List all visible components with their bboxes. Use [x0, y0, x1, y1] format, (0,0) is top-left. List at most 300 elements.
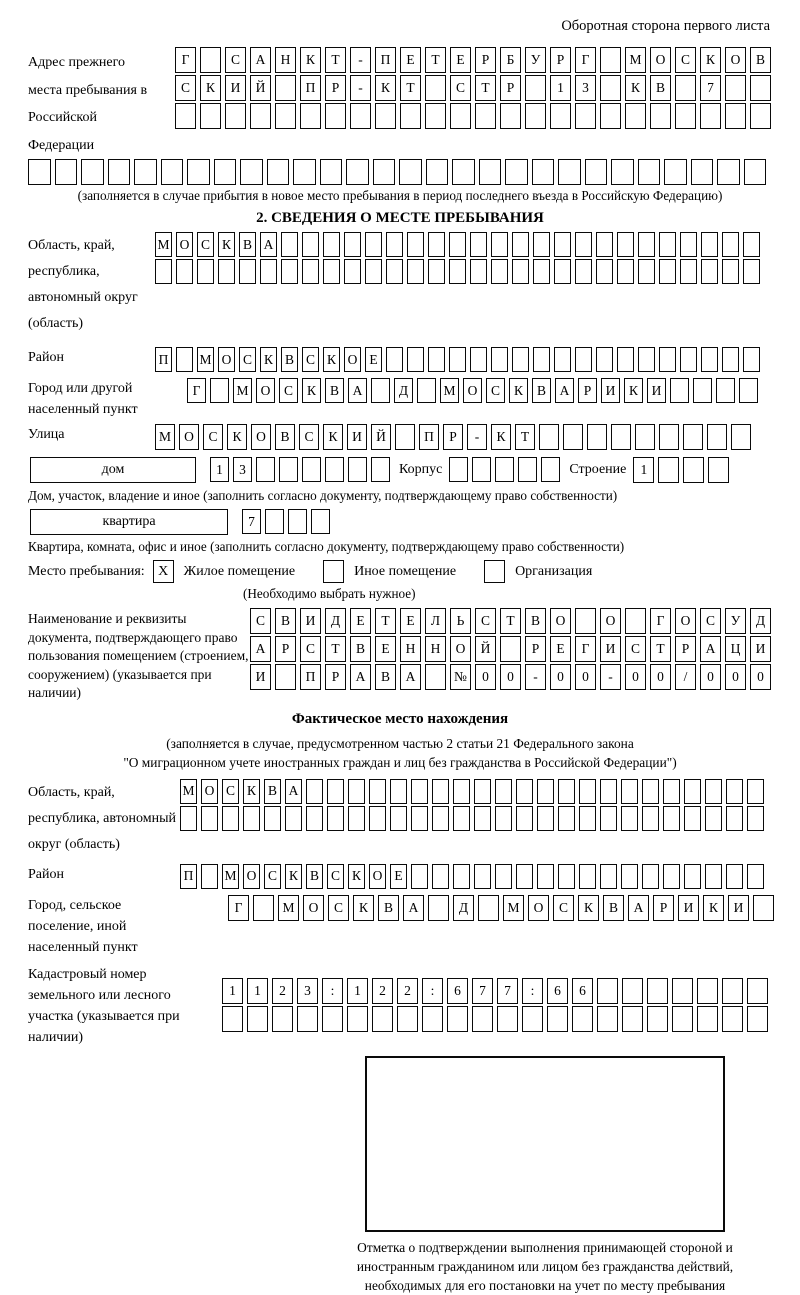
char-cell[interactable]: П [155, 347, 172, 372]
char-cell[interactable]: Т [650, 636, 671, 662]
char-cell[interactable] [350, 103, 371, 129]
char-cell[interactable] [726, 864, 743, 889]
char-cell[interactable] [658, 457, 679, 483]
char-cell[interactable] [428, 895, 449, 921]
char-cell[interactable]: К [578, 895, 599, 921]
char-cell[interactable]: К [300, 47, 321, 73]
char-cell[interactable] [621, 806, 638, 831]
char-cell[interactable] [512, 347, 529, 372]
prev-address-cells-line4[interactable] [28, 159, 772, 185]
char-cell[interactable]: В [264, 779, 281, 804]
char-cell[interactable] [747, 864, 764, 889]
char-cell[interactable] [596, 347, 613, 372]
char-cell[interactable] [708, 457, 729, 483]
char-cell[interactable] [672, 1006, 693, 1032]
char-cell[interactable] [516, 864, 533, 889]
raion-cells[interactable] [155, 347, 760, 372]
char-cell[interactable]: К [353, 895, 374, 921]
char-cell[interactable]: О [450, 636, 471, 662]
char-cell[interactable] [214, 159, 237, 185]
char-cell[interactable] [491, 232, 508, 257]
char-cell[interactable]: И [678, 895, 699, 921]
char-cell[interactable] [475, 103, 496, 129]
char-cell[interactable] [407, 347, 424, 372]
char-cell[interactable] [240, 159, 263, 185]
char-cell[interactable] [495, 864, 512, 889]
char-cell[interactable] [659, 347, 676, 372]
char-cell[interactable] [722, 1006, 743, 1032]
char-cell[interactable]: О [176, 232, 193, 257]
char-cell[interactable]: Р [525, 636, 546, 662]
char-cell[interactable] [426, 159, 449, 185]
char-cell[interactable] [575, 103, 596, 129]
char-cell[interactable]: 0 [500, 664, 521, 690]
char-cell[interactable] [474, 806, 491, 831]
char-cell[interactable] [449, 259, 466, 284]
char-cell[interactable]: Т [375, 608, 396, 634]
char-cell[interactable] [155, 259, 172, 284]
char-cell[interactable] [512, 259, 529, 284]
char-cell[interactable]: О [179, 424, 199, 450]
char-cell[interactable]: Б [500, 47, 521, 73]
char-cell[interactable] [201, 806, 218, 831]
char-cell[interactable] [575, 232, 592, 257]
char-cell[interactable] [474, 864, 491, 889]
char-cell[interactable]: М [155, 232, 172, 257]
char-cell[interactable] [325, 457, 344, 482]
char-cell[interactable] [533, 259, 550, 284]
char-cell[interactable]: И [601, 378, 620, 403]
char-cell[interactable] [750, 103, 771, 129]
char-cell[interactable] [495, 806, 512, 831]
char-cell[interactable]: 6 [572, 978, 593, 1004]
char-cell[interactable]: К [700, 47, 721, 73]
char-cell[interactable]: Е [400, 47, 421, 73]
char-cell[interactable]: Ц [725, 636, 746, 662]
gorod-cells[interactable] [187, 378, 758, 403]
char-cell[interactable]: О [201, 779, 218, 804]
char-cell[interactable] [495, 779, 512, 804]
char-cell[interactable] [180, 806, 197, 831]
char-cell[interactable] [743, 347, 760, 372]
char-cell[interactable] [400, 103, 421, 129]
char-cell[interactable] [516, 806, 533, 831]
char-cell[interactable]: 1 [247, 978, 268, 1004]
char-cell[interactable]: С [203, 424, 223, 450]
char-cell[interactable]: М [222, 864, 239, 889]
char-cell[interactable]: В [275, 608, 296, 634]
char-cell[interactable]: У [725, 608, 746, 634]
char-cell[interactable]: П [300, 664, 321, 690]
char-cell[interactable] [647, 978, 668, 1004]
char-cell[interactable] [425, 664, 446, 690]
char-cell[interactable]: П [375, 47, 396, 73]
char-cell[interactable]: В [603, 895, 624, 921]
char-cell[interactable] [680, 259, 697, 284]
char-cell[interactable] [453, 864, 470, 889]
char-cell[interactable] [108, 159, 131, 185]
char-cell[interactable]: И [750, 636, 771, 662]
char-cell[interactable]: С [486, 378, 505, 403]
char-cell[interactable] [281, 259, 298, 284]
char-cell[interactable] [505, 159, 528, 185]
char-cell[interactable] [346, 159, 369, 185]
char-cell[interactable]: Т [400, 75, 421, 101]
char-cell[interactable]: - [600, 664, 621, 690]
char-cell[interactable]: Е [350, 608, 371, 634]
char-cell[interactable] [525, 103, 546, 129]
oblast-2-cells-line1[interactable] [180, 779, 764, 804]
char-cell[interactable] [611, 424, 631, 450]
char-cell[interactable] [597, 978, 618, 1004]
char-cell[interactable] [642, 864, 659, 889]
char-cell[interactable]: Ь [450, 608, 471, 634]
char-cell[interactable]: С [250, 608, 271, 634]
char-cell[interactable]: № [450, 664, 471, 690]
char-cell[interactable]: Л [425, 608, 446, 634]
char-cell[interactable]: О [725, 47, 746, 73]
document-cells-line3[interactable] [250, 664, 771, 690]
char-cell[interactable] [397, 1006, 418, 1032]
place-type-checkbox-residential[interactable]: X [153, 560, 174, 583]
char-cell[interactable]: 2 [272, 978, 293, 1004]
char-cell[interactable] [302, 232, 319, 257]
char-cell[interactable] [479, 159, 502, 185]
char-cell[interactable] [247, 1006, 268, 1032]
char-cell[interactable]: Е [400, 608, 421, 634]
char-cell[interactable] [659, 259, 676, 284]
char-cell[interactable] [218, 259, 235, 284]
char-cell[interactable] [558, 159, 581, 185]
char-cell[interactable] [707, 424, 727, 450]
char-cell[interactable] [622, 1006, 643, 1032]
char-cell[interactable]: С [302, 347, 319, 372]
char-cell[interactable] [365, 232, 382, 257]
char-cell[interactable] [596, 232, 613, 257]
char-cell[interactable] [747, 806, 764, 831]
char-cell[interactable]: А [348, 378, 367, 403]
char-cell[interactable] [175, 103, 196, 129]
char-cell[interactable]: 2 [372, 978, 393, 1004]
char-cell[interactable]: М [440, 378, 459, 403]
kadastr-cells-line1[interactable] [222, 978, 768, 1004]
char-cell[interactable]: О [550, 608, 571, 634]
char-cell[interactable] [572, 1006, 593, 1032]
char-cell[interactable] [264, 806, 281, 831]
char-cell[interactable] [497, 1006, 518, 1032]
char-cell[interactable] [642, 779, 659, 804]
char-cell[interactable] [558, 806, 575, 831]
char-cell[interactable]: А [250, 47, 271, 73]
char-cell[interactable] [432, 864, 449, 889]
char-cell[interactable] [369, 779, 386, 804]
char-cell[interactable]: К [703, 895, 724, 921]
char-cell[interactable] [617, 347, 634, 372]
char-cell[interactable]: 0 [700, 664, 721, 690]
char-cell[interactable] [697, 1006, 718, 1032]
char-cell[interactable]: 0 [550, 664, 571, 690]
char-cell[interactable]: М [233, 378, 252, 403]
char-cell[interactable] [222, 1006, 243, 1032]
char-cell[interactable] [253, 895, 274, 921]
char-cell[interactable]: П [300, 75, 321, 101]
char-cell[interactable] [453, 806, 470, 831]
char-cell[interactable]: А [350, 664, 371, 690]
char-cell[interactable]: : [322, 978, 343, 1004]
char-cell[interactable] [449, 457, 468, 482]
char-cell[interactable]: М [625, 47, 646, 73]
char-cell[interactable] [705, 779, 722, 804]
char-cell[interactable]: С [279, 378, 298, 403]
char-cell[interactable] [516, 779, 533, 804]
char-cell[interactable]: - [350, 47, 371, 73]
char-cell[interactable] [700, 103, 721, 129]
char-cell[interactable]: К [218, 232, 235, 257]
char-cell[interactable] [600, 75, 621, 101]
char-cell[interactable] [428, 259, 445, 284]
char-cell[interactable]: М [278, 895, 299, 921]
char-cell[interactable] [311, 509, 330, 534]
char-cell[interactable] [449, 232, 466, 257]
char-cell[interactable] [533, 347, 550, 372]
char-cell[interactable] [453, 779, 470, 804]
char-cell[interactable] [411, 779, 428, 804]
char-cell[interactable] [450, 103, 471, 129]
char-cell[interactable]: С [197, 232, 214, 257]
document-cells-line1[interactable] [250, 608, 771, 634]
char-cell[interactable]: В [532, 378, 551, 403]
char-cell[interactable] [407, 259, 424, 284]
char-cell[interactable] [327, 779, 344, 804]
char-cell[interactable]: В [325, 378, 344, 403]
char-cell[interactable] [693, 378, 712, 403]
char-cell[interactable] [547, 1006, 568, 1032]
char-cell[interactable]: Т [325, 47, 346, 73]
char-cell[interactable] [600, 47, 621, 73]
char-cell[interactable] [500, 103, 521, 129]
char-cell[interactable] [407, 232, 424, 257]
char-cell[interactable]: Т [425, 47, 446, 73]
char-cell[interactable]: С [264, 864, 281, 889]
korpus-cells[interactable] [449, 457, 560, 482]
char-cell[interactable]: С [300, 636, 321, 662]
char-cell[interactable]: С [328, 895, 349, 921]
char-cell[interactable] [744, 159, 767, 185]
char-cell[interactable]: С [327, 864, 344, 889]
char-cell[interactable] [447, 1006, 468, 1032]
char-cell[interactable]: И [300, 608, 321, 634]
char-cell[interactable] [495, 457, 514, 482]
char-cell[interactable] [525, 75, 546, 101]
char-cell[interactable]: М [197, 347, 214, 372]
char-cell[interactable]: В [275, 424, 295, 450]
char-cell[interactable]: Е [550, 636, 571, 662]
char-cell[interactable] [449, 347, 466, 372]
char-cell[interactable] [579, 864, 596, 889]
gorod-2-cells[interactable] [228, 895, 774, 921]
char-cell[interactable] [725, 75, 746, 101]
char-cell[interactable]: Г [228, 895, 249, 921]
char-cell[interactable] [722, 347, 739, 372]
prev-address-cells-line1[interactable] [175, 47, 771, 73]
char-cell[interactable]: В [650, 75, 671, 101]
char-cell[interactable] [600, 779, 617, 804]
char-cell[interactable]: П [419, 424, 439, 450]
char-cell[interactable]: С [625, 636, 646, 662]
prev-address-cells-line3[interactable] [175, 103, 771, 129]
char-cell[interactable] [285, 806, 302, 831]
char-cell[interactable] [554, 259, 571, 284]
char-cell[interactable] [187, 159, 210, 185]
char-cell[interactable] [533, 232, 550, 257]
char-cell[interactable] [684, 864, 701, 889]
char-cell[interactable] [390, 779, 407, 804]
ulitsa-cells[interactable] [155, 424, 751, 450]
char-cell[interactable] [747, 978, 768, 1004]
char-cell[interactable] [281, 232, 298, 257]
char-cell[interactable]: Е [390, 864, 407, 889]
char-cell[interactable] [617, 259, 634, 284]
char-cell[interactable]: 7 [497, 978, 518, 1004]
char-cell[interactable] [625, 608, 646, 634]
char-cell[interactable] [275, 103, 296, 129]
char-cell[interactable]: 7 [700, 75, 721, 101]
char-cell[interactable] [722, 259, 739, 284]
oblast-cells-line1[interactable] [155, 232, 760, 257]
place-type-checkbox-other[interactable] [323, 560, 344, 583]
char-cell[interactable] [200, 103, 221, 129]
char-cell[interactable]: Р [443, 424, 463, 450]
char-cell[interactable] [320, 159, 343, 185]
char-cell[interactable] [670, 378, 689, 403]
house-number-cells[interactable] [210, 457, 390, 482]
char-cell[interactable] [747, 779, 764, 804]
char-cell[interactable] [621, 864, 638, 889]
oblast-2-cells-line2[interactable] [180, 806, 764, 831]
char-cell[interactable] [256, 457, 275, 482]
char-cell[interactable] [375, 103, 396, 129]
char-cell[interactable] [425, 75, 446, 101]
char-cell[interactable]: 7 [242, 509, 261, 534]
char-cell[interactable]: А [700, 636, 721, 662]
char-cell[interactable] [386, 347, 403, 372]
char-cell[interactable] [539, 424, 559, 450]
char-cell[interactable] [323, 259, 340, 284]
char-cell[interactable] [635, 424, 655, 450]
char-cell[interactable] [201, 864, 218, 889]
char-cell[interactable]: К [375, 75, 396, 101]
char-cell[interactable]: 6 [447, 978, 468, 1004]
char-cell[interactable]: : [522, 978, 543, 1004]
char-cell[interactable]: Н [275, 47, 296, 73]
char-cell[interactable]: Н [400, 636, 421, 662]
char-cell[interactable] [684, 779, 701, 804]
char-cell[interactable]: М [503, 895, 524, 921]
char-cell[interactable] [554, 347, 571, 372]
char-cell[interactable] [683, 457, 704, 483]
char-cell[interactable] [176, 259, 193, 284]
char-cell[interactable] [432, 806, 449, 831]
char-cell[interactable] [691, 159, 714, 185]
char-cell[interactable] [600, 103, 621, 129]
char-cell[interactable] [472, 1006, 493, 1032]
char-cell[interactable]: - [467, 424, 487, 450]
char-cell[interactable] [176, 347, 193, 372]
char-cell[interactable] [428, 347, 445, 372]
char-cell[interactable]: 1 [210, 457, 229, 482]
char-cell[interactable]: 1 [347, 978, 368, 1004]
char-cell[interactable]: Т [515, 424, 535, 450]
char-cell[interactable] [472, 457, 491, 482]
char-cell[interactable]: 0 [475, 664, 496, 690]
char-cell[interactable]: Й [250, 75, 271, 101]
char-cell[interactable]: О [369, 864, 386, 889]
char-cell[interactable]: С [450, 75, 471, 101]
char-cell[interactable]: А [628, 895, 649, 921]
char-cell[interactable]: И [225, 75, 246, 101]
place-type-checkbox-organization[interactable] [484, 560, 505, 583]
char-cell[interactable] [386, 232, 403, 257]
char-cell[interactable]: К [285, 864, 302, 889]
char-cell[interactable] [373, 159, 396, 185]
char-cell[interactable]: 0 [725, 664, 746, 690]
char-cell[interactable]: О [650, 47, 671, 73]
char-cell[interactable] [554, 232, 571, 257]
char-cell[interactable] [272, 1006, 293, 1032]
char-cell[interactable] [522, 1006, 543, 1032]
char-cell[interactable] [134, 159, 157, 185]
char-cell[interactable] [579, 779, 596, 804]
char-cell[interactable]: А [403, 895, 424, 921]
char-cell[interactable] [369, 806, 386, 831]
char-cell[interactable] [558, 864, 575, 889]
char-cell[interactable]: С [475, 608, 496, 634]
char-cell[interactable]: 3 [297, 978, 318, 1004]
char-cell[interactable]: 1 [550, 75, 571, 101]
stroenie-cells[interactable] [633, 457, 729, 483]
char-cell[interactable]: 3 [575, 75, 596, 101]
char-cell[interactable] [621, 779, 638, 804]
char-cell[interactable] [344, 232, 361, 257]
char-cell[interactable] [470, 347, 487, 372]
char-cell[interactable]: Р [275, 636, 296, 662]
char-cell[interactable] [625, 103, 646, 129]
char-cell[interactable]: С [675, 47, 696, 73]
char-cell[interactable] [739, 378, 758, 403]
char-cell[interactable] [344, 259, 361, 284]
char-cell[interactable] [575, 259, 592, 284]
char-cell[interactable] [265, 509, 284, 534]
char-cell[interactable] [81, 159, 104, 185]
char-cell[interactable] [597, 1006, 618, 1032]
char-cell[interactable] [432, 779, 449, 804]
char-cell[interactable]: Н [425, 636, 446, 662]
char-cell[interactable]: Г [575, 636, 596, 662]
char-cell[interactable] [411, 864, 428, 889]
char-cell[interactable]: Г [175, 47, 196, 73]
char-cell[interactable] [225, 103, 246, 129]
char-cell[interactable] [701, 259, 718, 284]
char-cell[interactable] [306, 779, 323, 804]
char-cell[interactable]: М [180, 779, 197, 804]
char-cell[interactable]: И [728, 895, 749, 921]
char-cell[interactable] [638, 259, 655, 284]
char-cell[interactable] [672, 978, 693, 1004]
char-cell[interactable]: В [350, 636, 371, 662]
char-cell[interactable] [372, 1006, 393, 1032]
char-cell[interactable] [322, 1006, 343, 1032]
char-cell[interactable]: Р [653, 895, 674, 921]
